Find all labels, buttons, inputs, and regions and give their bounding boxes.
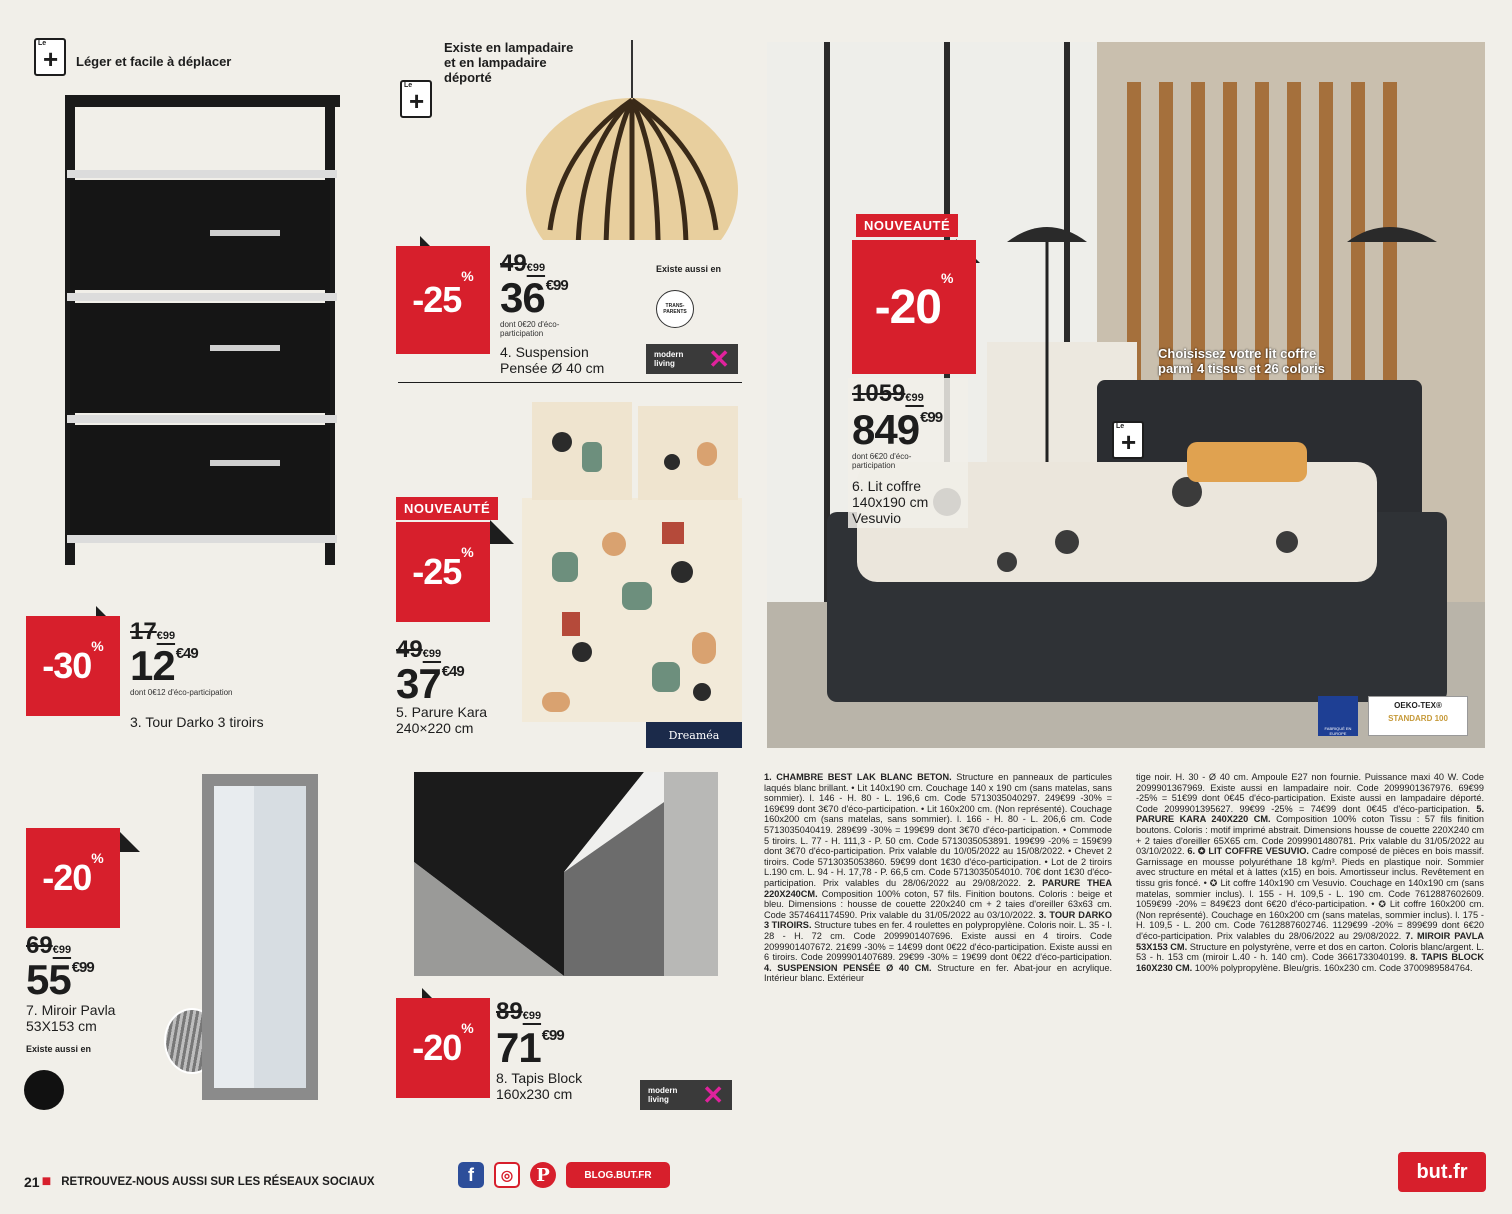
brand-name: modern living — [648, 1086, 678, 1104]
description-text: 100% polypropylène. Bleu/gris. 160x230 cm. Code 3700989584764. — [1192, 962, 1473, 973]
tour-feature-note: Léger et facile à déplacer — [76, 54, 232, 69]
suspension-lamp-image[interactable] — [520, 40, 740, 240]
instagram-icon[interactable]: ◎ — [494, 1162, 520, 1188]
lit-name-3: Vesuvio — [852, 510, 902, 526]
parure-name-1: 5. Parure Kara — [396, 704, 488, 720]
made-in-europe-label: FABRIQUÉ EN EUROPE — [1318, 696, 1358, 736]
oeko-tex-name: OEKO-TEX® — [1394, 701, 1442, 710]
description-heading: 2. PARURE THEA 220X240CM. — [764, 877, 1112, 899]
divider — [398, 382, 742, 383]
page-number: 21 — [24, 1174, 40, 1190]
description-column-2 — [1136, 772, 1484, 1142]
modern-living-logo — [640, 1080, 732, 1110]
page-dot: ■ — [41, 1173, 52, 1190]
social-text: RETROUVEZ-NOUS AUSSI SUR LES RÉSEAUX SOCIAUX — [61, 1176, 375, 1188]
miroir-name-1: 7. Miroir Pavla — [26, 1002, 116, 1018]
tour-eco: dont 0€12 d'éco-participation — [130, 688, 233, 697]
description-heading: 8. TAPIS BLOCK 160X230 CM. — [1136, 952, 1484, 973]
tapis-name-2: 160x230 cm — [496, 1086, 573, 1102]
description-text: Structure tubes en fer. 4 roulettes en polypropylène. Coloris noir. L. 35 - l. 28 - H. 72 cm. Code 2099901407696. Existe aussi en 4 tiroirs. Code 2099901407672. 21€99 -30% = 14€99 dont 0€22 d'éco-participation. Existe aussi en 6 tiroirs. Code 2099901407689. 29€99 -30% = 19€99 dont 0€22 d'éco-participation. — [764, 920, 1112, 963]
description-text: Structure en fer. Abat-jour en acrylique. Intérieur blanc. Extérieur — [764, 962, 1112, 984]
parure-price: 37€49 — [396, 660, 464, 707]
description-heading: 5. PARURE KARA 240X220 CM. — [1136, 803, 1484, 825]
oeko-tex-standard: STANDARD 100 — [1388, 714, 1448, 723]
suspension-price: 36€99 — [500, 274, 568, 321]
plus-icon: Le + — [400, 80, 432, 118]
oeko-tex-label — [1368, 696, 1468, 736]
parure-old-price: 49€99 — [396, 636, 442, 663]
parure-discount-badge: -25 % — [396, 522, 490, 622]
facebook-icon[interactable]: f — [458, 1162, 484, 1188]
suspension-name-2: Pensée Ø 40 cm — [500, 360, 605, 376]
lit-old-price: 1059€99 — [852, 380, 924, 407]
description-text: Structure en polystyrène, verre et dos en carton. Coloris blanc/argent. L. 53 - h. 153 cm (miroir L.40 - h. 140 cm). Code 3661733040199. — [1136, 941, 1484, 963]
transparent-color-swatch[interactable]: TRANS-PARENTS — [656, 290, 694, 328]
lit-price: 849€99 — [852, 406, 943, 453]
description-heading: 6. ✪ LIT COFFRE VESUVIO. — [1187, 846, 1309, 857]
brand-x-icon: ✕ — [708, 343, 730, 374]
suspension-also-in: Existe aussi en — [656, 264, 722, 274]
tapis-name-1: 8. Tapis Block — [496, 1070, 583, 1086]
parure-name-2: 240×220 cm — [396, 720, 474, 736]
modern-living-logo — [646, 344, 738, 374]
suspension-old-price: 49€99 — [500, 250, 546, 277]
miroir-price: 55€99 — [26, 956, 94, 1003]
feature-line: parmi 4 tissus et 26 coloris — [1158, 361, 1325, 376]
tour-darko-image[interactable] — [55, 95, 355, 575]
site-link-button[interactable]: but.fr — [1398, 1152, 1486, 1192]
miroir-discount-badge: -20 % — [26, 828, 120, 928]
suspension-name-1: 4. Suspension — [500, 344, 589, 360]
feature-line: et en lampadaire — [444, 55, 547, 70]
description-text: Composition 100% coton Tissu : 57 fils finition boutons. Coloris : motif imprimé abstrait. Dimensions housse de couette 220X240 cm + 2 taies d'oreiller 65X65 cm. Code 2099901480781. Prix valable du 31/05/2022 au 03/10/2022. — [1136, 814, 1484, 857]
badge-flag — [490, 520, 514, 544]
plus-icon: Le + — [34, 38, 66, 76]
dreamea-logo: Dreaméa — [646, 722, 742, 748]
tour-old-price: 17€99 — [130, 618, 176, 645]
black-color-swatch[interactable] — [24, 1070, 64, 1110]
lit-eco: dont 6€20 d'éco-participation — [852, 452, 912, 470]
brand-x-icon: ✕ — [702, 1079, 724, 1110]
description-text: Structure en panneaux de particules laqués blanc brillant. • Lit 140x190 cm. Couchage 140 x 190 cm (sans matelas, sans sommier). l. 146 - H. 80 - L. 196,6 cm. Code 5713035040297. 249€99 -30% = 169€99 dont 3€70 d'éco-participation. • Lit 160x200 cm. (Non représenté). Couchage 160x200 cm (sans matelas, sans sommier). l. 166 - H. 80 - L. 206,6 cm. Code 5713035040419. 289€99 -30% = 199€99 dont 3€70 d'éco-participation. • Commode 5 tiroirs. L. 77 - H. 111,3 - P. 50 cm. Code 5713035053891. 199€99 -20% = 159€99 dont 3€70 d'éco-participation. Prix valable du 10/05/2022 au 15/08/2022. • Chevet 2 tiroirs. Code 5713035053860. 59€99 dont 1€30 d'éco-participation. • Lot de 2 tiroirs L.190 cm. L. 94 - H. 17,78 - P. 66,5 cm. Code 5713035054010. 70€ dont 1€30 d'éco-participation. Prix valables du 28/06/2022 au 29/08/2022. — [764, 772, 1112, 888]
description-heading: 7. MIROIR PAVLA 53X153 CM. — [1136, 930, 1484, 952]
plus-icon: Le + — [1112, 421, 1144, 459]
lit-feature-note — [1158, 346, 1325, 376]
lit-new-tag: NOUVEAUTÉ — [856, 214, 958, 237]
pinterest-icon[interactable]: P — [530, 1162, 556, 1188]
lit-name-2: 140x190 cm — [852, 494, 929, 510]
tapis-old-price: 89€99 — [496, 998, 542, 1025]
description-heading: 4. SUSPENSION PENSÉE Ø 40 CM. — [764, 962, 932, 973]
description-text: Cadre composé de pièces en bois massif. Garnissage en mousse polyuréthane 18 kg/m³. Pieds en plastique noir. Sommier avec structure en métal et à lattes (x15) en bois. Amortisseur inclus. Revêtement en tissu gris foncé. • ✪ Lit coffre 140x190 cm Vesuvio. Couchage en 140x190 cm (sans matelas, sommier inclus). l. 155 - H. 109,5 - L. 190 cm. Code 7612887602609. 1059€99 -20% = 849€23 dont 6€20 d'éco-participation. • ✪ Lit coffre 160x200 cm. (Non représenté). Couchage en 160x200 cm (sans matelas, sommier inclus). l. 175 - H. 109,5 - L. 200 cm. Code 7612887602746. 1129€99 -20% = 899€99 dont 6€20 d'éco-participation. Prix valables du 28/06/2022 au 29/08/2022. — [1136, 846, 1484, 941]
miroir-pavla-image[interactable] — [200, 772, 320, 1102]
miroir-old-price: 69€99 — [26, 932, 72, 959]
feature-line: Existe en lampadaire — [444, 40, 574, 55]
tapis-block-image[interactable] — [414, 772, 718, 976]
miroir-name-2: 53X153 cm — [26, 1018, 97, 1034]
brand-name: modern living — [654, 350, 684, 368]
footer-social-row — [24, 1173, 375, 1191]
parure-new-tag: NOUVEAUTÉ — [396, 497, 498, 520]
miroir-also-in: Existe aussi en — [26, 1044, 92, 1054]
suspension-discount-badge: -25 % — [396, 246, 490, 354]
tapis-discount-badge: -20 % — [396, 998, 490, 1098]
tapis-price: 71€99 — [496, 1024, 564, 1071]
tour-discount-badge: -30 % — [26, 616, 120, 716]
tour-price: 12€49 — [130, 642, 198, 689]
lit-discount-badge: -20 % — [852, 240, 976, 374]
description-heading: 1. CHAMBRE BEST LAK BLANC BETON. — [764, 772, 952, 782]
description-text: tige noir. H. 30 - Ø 40 cm. Ampoule E27 non fournie. Puissance maxi 40 W. Code 2099901367969. Existe aussi en lampadaire noir. Code 2099901367976. 69€99 -25% = 51€99 dont 0€45 d'éco-participation. Existe aussi en lampadaire déporté. Code 2099901395627. 99€99 -25% = 74€99 dont 0€45 d'éco-participation. — [1136, 772, 1484, 814]
blog-link-button[interactable]: BLOG.BUT.FR — [566, 1162, 670, 1188]
parure-kara-image[interactable] — [522, 402, 742, 722]
feature-line: déporté — [444, 70, 492, 85]
feature-line: Choisissez votre lit coffre — [1158, 346, 1317, 361]
suspension-eco: dont 0€20 d'éco-participation — [500, 320, 560, 338]
tour-name: 3. Tour Darko 3 tiroirs — [130, 714, 264, 730]
lit-name-1: 6. Lit coffre — [852, 478, 922, 494]
description-column-1 — [764, 772, 1112, 1142]
description-text: Composition 100% coton, 57 fils. Finition boutons. Coloris : beige et bleu. Dimensions : housse de couette 220x240 cm + 2 taies d'oreiller 63x63 cm. Code 3574641174590. Prix valable du 31/05/2022 au 03/10/2022. — [764, 888, 1112, 920]
description-heading: 3. TOUR DARKO 3 TIROIRS. — [764, 909, 1112, 931]
